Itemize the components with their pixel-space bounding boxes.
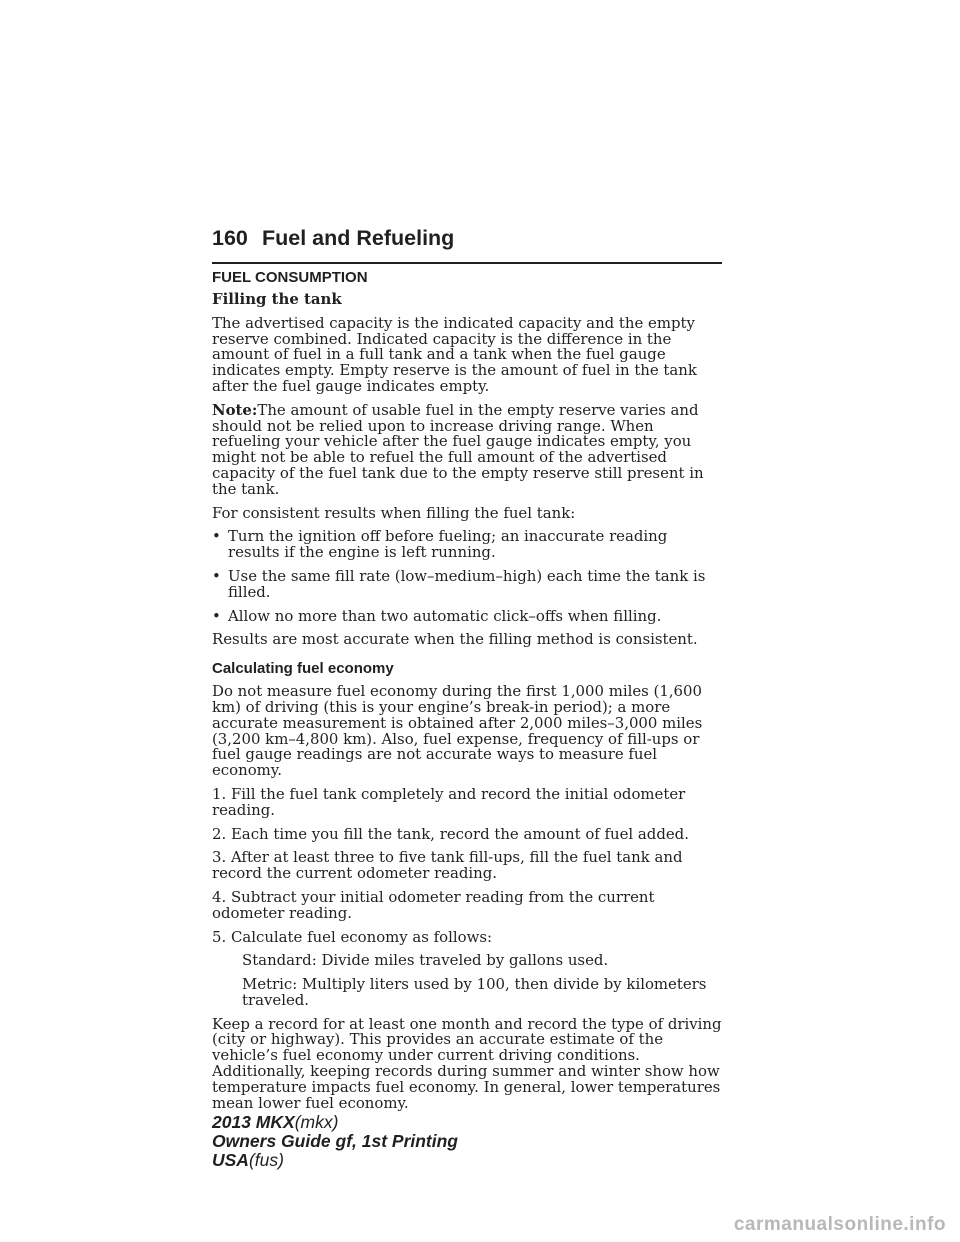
subheading-filling-tank: Filling the tank bbox=[212, 290, 342, 308]
section-title: Fuel and Refueling bbox=[262, 226, 455, 250]
bullet-icon: • bbox=[212, 527, 221, 546]
bullet-icon: • bbox=[212, 606, 221, 625]
step-3: 3. After at least three to five tank fill-ups, fill the fuel tank and record the current odometer reading. bbox=[212, 848, 683, 883]
standard-formula: Standard: Divide miles traveled by gallons used. bbox=[242, 951, 609, 970]
bullet-text: Use the same fill rate (low–medium–high) each time the tank is filled. bbox=[228, 566, 706, 601]
bullet-text: Allow no more than two automatic click–offs when filling. bbox=[228, 606, 662, 625]
footer-line-market bbox=[212, 1151, 458, 1170]
note-text: The amount of usable fuel in the empty reserve varies and should not be relied upon to increase driving range. When refueling your vehicle after the fuel gauge indicates empty, you might not be able to refuel the full amount of the advertised capacity of the fuel tank due to the empty reserve still present in the tank. bbox=[212, 400, 704, 498]
page-body bbox=[212, 270, 722, 1119]
step-5: 5. Calculate fuel economy as follows: bbox=[212, 927, 493, 946]
footer-model: 2013 MKX bbox=[212, 1112, 295, 1132]
page-header bbox=[212, 226, 722, 264]
watermark: carmanualsonline.info bbox=[733, 1214, 946, 1235]
step-2: 2. Each time you fill the tank, record the amount of fuel added. bbox=[212, 824, 689, 843]
footer-line-model bbox=[212, 1113, 458, 1132]
bullet-list bbox=[212, 529, 722, 624]
step-1: 1. Fill the fuel tank completely and record the initial odometer reading. bbox=[212, 784, 686, 819]
paragraph-consistent: For consistent results when filling the fuel tank: bbox=[212, 503, 576, 522]
list-item bbox=[212, 606, 722, 625]
paragraph-measure: Do not measure fuel economy during the first 1,000 miles (1,600 km) of driving (this is your engine’s break-in period); a more accurate measurement is obtained after 2,000 miles–3,000 miles (3,200 km–4,800 km). Also, fuel expense, frequency of fill-ups or fuel gauge readings are not accurate ways to measure fuel economy. bbox=[212, 682, 703, 780]
footer-guide: Owners Guide gf, 1st Printing bbox=[212, 1131, 458, 1151]
page-number: 160 bbox=[212, 226, 248, 250]
heading-fuel-consumption: FUEL CONSUMPTION bbox=[212, 269, 368, 286]
page-footer bbox=[212, 1113, 458, 1170]
step-4: 4. Subtract your initial odometer reading from the current odometer reading. bbox=[212, 887, 655, 922]
footer-model-code: (mkx) bbox=[294, 1112, 339, 1132]
note-paragraph bbox=[212, 400, 722, 498]
list-item bbox=[212, 566, 722, 601]
note-label: Note: bbox=[212, 400, 258, 419]
paragraph-record: Keep a record for at least one month and record the type of driving (city or highway). This provides an accurate estimate of the vehicle’s fuel economy under current driving conditions. Additionally, keeping records during summer and winter show how temperature impacts fuel economy. In general, lower temperatures mean lower fuel economy. bbox=[212, 1014, 722, 1112]
footer-market: USA bbox=[212, 1150, 249, 1170]
paragraph-results: Results are most accurate when the filling method is consistent. bbox=[212, 630, 698, 649]
metric-formula: Metric: Multiply liters used by 100, then divide by kilometers traveled. bbox=[242, 975, 707, 1009]
heading-calculating-fuel-economy: Calculating fuel economy bbox=[212, 660, 394, 678]
footer-market-code: (fus) bbox=[248, 1150, 284, 1170]
list-item bbox=[212, 529, 722, 561]
bullet-text: Turn the ignition off before fueling; an inaccurate reading results if the engine is left running. bbox=[228, 527, 668, 562]
paragraph-capacity: The advertised capacity is the indicated capacity and the empty reserve combined. Indicated capacity is the difference in the amount of fuel in a full tank and a tank when the fuel gauge indicates empty. Empty reserve is the amount of fuel in the tank after the fuel gauge indicates empty. bbox=[212, 313, 697, 395]
bullet-icon: • bbox=[212, 566, 221, 585]
